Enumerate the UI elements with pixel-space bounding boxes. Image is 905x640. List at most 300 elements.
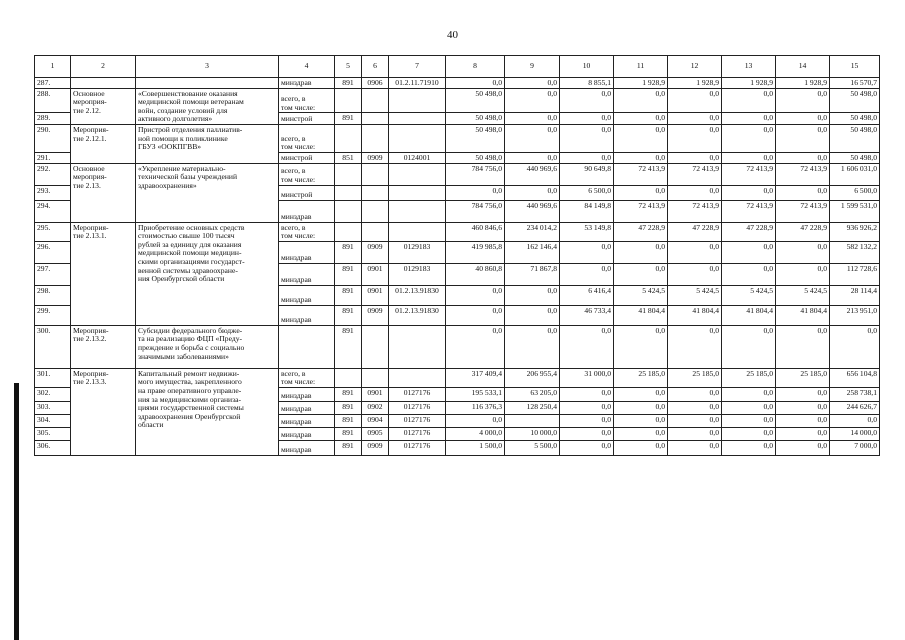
amount-cell: 0,0 <box>560 401 614 414</box>
amount-cell: 1 599 531,0 <box>830 200 880 222</box>
amount-cell: 28 114,4 <box>830 285 880 305</box>
activity-cell: Мероприя- тие 2.13.1. <box>71 222 136 325</box>
amount-cell: 0,0 <box>668 401 722 414</box>
executor-cell: минздрав <box>279 427 335 440</box>
table-row <box>35 222 880 241</box>
amount-cell: 0,0 <box>446 78 505 89</box>
amount-cell: 0,0 <box>722 440 776 455</box>
amount-cell: 784 756,0 <box>446 200 505 222</box>
target-article-code <box>389 325 446 368</box>
row-number: 290. <box>35 124 71 152</box>
amount-cell: 0,0 <box>614 401 668 414</box>
amount-cell: 0,0 <box>446 325 505 368</box>
header-cell: 13 <box>722 56 776 78</box>
executor-cell: минздрав <box>279 305 335 325</box>
executor-cell: всего, в том числе: <box>279 124 335 152</box>
amount-cell: 162 146,4 <box>505 241 560 263</box>
description-cell: Приобретение основных средств стоимостью свыше 100 тысяч рублей за единицу для оказания медицинской помощи медицин- скими организациями государст- венной системы здравоохране- ния Оренбургской области <box>136 222 279 325</box>
amount-cell: 0,0 <box>446 414 505 427</box>
amount-cell <box>505 414 560 427</box>
row-number: 297. <box>35 263 71 285</box>
amount-cell: 0,0 <box>560 325 614 368</box>
amount-cell: 16 570,7 <box>830 78 880 89</box>
amount-cell: 0,0 <box>668 124 722 152</box>
header-cell: 5 <box>335 56 362 78</box>
amount-cell: 0,0 <box>505 88 560 113</box>
amount-cell: 47 228,9 <box>722 222 776 241</box>
amount-cell: 6 500,0 <box>560 185 614 200</box>
amount-cell: 0,0 <box>668 387 722 401</box>
amount-cell: 0,0 <box>505 305 560 325</box>
amount-cell: 116 376,3 <box>446 401 505 414</box>
amount-cell: 0,0 <box>668 152 722 163</box>
amount-cell: 0,0 <box>776 387 830 401</box>
section-code: 0901 <box>362 263 389 285</box>
budget-table <box>34 55 880 456</box>
amount-cell: 1 928,9 <box>776 78 830 89</box>
amount-cell: 25 185,0 <box>722 368 776 387</box>
amount-cell: 72 413,9 <box>668 163 722 185</box>
amount-cell: 234 014,2 <box>505 222 560 241</box>
amount-cell: 50 498,0 <box>830 124 880 152</box>
header-cell: 1 <box>35 56 71 78</box>
amount-cell: 25 185,0 <box>614 368 668 387</box>
table-body <box>35 56 880 456</box>
row-number: 295. <box>35 222 71 241</box>
row-number: 293. <box>35 185 71 200</box>
row-number: 304. <box>35 414 71 427</box>
header-cell: 8 <box>446 56 505 78</box>
executor-cell: минздрав <box>279 440 335 455</box>
amount-cell: 10 000,0 <box>505 427 560 440</box>
row-number: 299. <box>35 305 71 325</box>
section-code <box>362 222 389 241</box>
table-row <box>35 124 880 152</box>
amount-cell: 0,0 <box>505 78 560 89</box>
row-number: 289. <box>35 113 71 125</box>
amount-cell: 47 228,9 <box>668 222 722 241</box>
amount-cell: 0,0 <box>668 414 722 427</box>
amount-cell: 0,0 <box>830 414 880 427</box>
executor-cell: минздрав <box>279 241 335 263</box>
amount-cell: 6 500,0 <box>830 185 880 200</box>
amount-cell: 0,0 <box>722 152 776 163</box>
amount-cell: 53 149,8 <box>560 222 614 241</box>
amount-cell: 41 804,4 <box>614 305 668 325</box>
description-cell <box>136 78 279 89</box>
description-cell: Капитальный ремонт недвижи- мого имущества, закрепленного на праве оперативного управле- ния за медицинскими организа- циями государственной системы здравоохранения Оренбургской области <box>136 368 279 455</box>
amount-cell: 1 606 031,0 <box>830 163 880 185</box>
section-code <box>362 124 389 152</box>
amount-cell: 1 500,0 <box>446 440 505 455</box>
amount-cell: 0,0 <box>614 325 668 368</box>
grbs-code <box>335 185 362 200</box>
amount-cell: 90 649,8 <box>560 163 614 185</box>
target-article-code: 01.2.11.71910 <box>389 78 446 89</box>
amount-cell: 0,0 <box>668 113 722 125</box>
executor-cell <box>279 325 335 368</box>
amount-cell: 71 867,8 <box>505 263 560 285</box>
section-code <box>362 88 389 113</box>
amount-cell: 0,0 <box>560 113 614 125</box>
description-cell: Пристрой отделения паллиатив- ной помощи к поликлинике ГБУЗ «ООКПГВВ» <box>136 124 279 163</box>
amount-cell: 936 926,2 <box>830 222 880 241</box>
amount-cell: 0,0 <box>505 152 560 163</box>
amount-cell: 50 498,0 <box>830 152 880 163</box>
amount-cell: 5 424,5 <box>776 285 830 305</box>
amount-cell: 0,0 <box>614 152 668 163</box>
section-code <box>362 325 389 368</box>
activity-cell: Мероприя- тие 2.12.1. <box>71 124 136 163</box>
amount-cell: 258 738,1 <box>830 387 880 401</box>
grbs-code: 851 <box>335 152 362 163</box>
section-code: 0905 <box>362 427 389 440</box>
grbs-code <box>335 368 362 387</box>
amount-cell: 0,0 <box>722 241 776 263</box>
executor-cell: минздрав <box>279 78 335 89</box>
executor-cell: всего, в том числе: <box>279 88 335 113</box>
activity-cell: Основное мероприя- тие 2.12. <box>71 88 136 124</box>
amount-cell: 25 185,0 <box>776 368 830 387</box>
amount-cell: 50 498,0 <box>830 113 880 125</box>
section-code: 0909 <box>362 241 389 263</box>
amount-cell: 1 928,9 <box>668 78 722 89</box>
amount-cell: 0,0 <box>560 440 614 455</box>
header-cell: 3 <box>136 56 279 78</box>
grbs-code: 891 <box>335 401 362 414</box>
amount-cell: 440 969,6 <box>505 163 560 185</box>
target-article-code: 0127176 <box>389 401 446 414</box>
amount-cell: 72 413,9 <box>722 163 776 185</box>
target-article-code <box>389 200 446 222</box>
amount-cell: 0,0 <box>776 440 830 455</box>
amount-cell: 0,0 <box>614 440 668 455</box>
executor-cell: минстрой <box>279 152 335 163</box>
target-article-code: 0129183 <box>389 241 446 263</box>
amount-cell: 0,0 <box>776 241 830 263</box>
section-code <box>362 200 389 222</box>
amount-cell: 72 413,9 <box>668 200 722 222</box>
target-article-code <box>389 185 446 200</box>
amount-cell: 0,0 <box>446 285 505 305</box>
section-code: 0909 <box>362 152 389 163</box>
activity-cell: Мероприя- тие 2.13.3. <box>71 368 136 455</box>
amount-cell: 0,0 <box>614 263 668 285</box>
amount-cell: 72 413,9 <box>776 163 830 185</box>
amount-cell: 784 756,0 <box>446 163 505 185</box>
row-number: 303. <box>35 401 71 414</box>
header-cell: 12 <box>668 56 722 78</box>
amount-cell: 440 969,6 <box>505 200 560 222</box>
amount-cell: 0,0 <box>560 152 614 163</box>
grbs-code: 891 <box>335 263 362 285</box>
executor-cell: минстрой <box>279 113 335 125</box>
row-number: 296. <box>35 241 71 263</box>
amount-cell: 72 413,9 <box>614 200 668 222</box>
amount-cell: 195 533,1 <box>446 387 505 401</box>
grbs-code <box>335 222 362 241</box>
description-cell: «Укрепление материально- технической базы учреждений здравоохранения» <box>136 163 279 222</box>
target-article-code: 01.2.13.91830 <box>389 285 446 305</box>
amount-cell: 0,0 <box>614 427 668 440</box>
amount-cell: 419 985,8 <box>446 241 505 263</box>
row-number: 294. <box>35 200 71 222</box>
amount-cell: 0,0 <box>722 124 776 152</box>
section-code <box>362 163 389 185</box>
amount-cell: 0,0 <box>560 88 614 113</box>
row-number: 288. <box>35 88 71 113</box>
amount-cell: 0,0 <box>614 387 668 401</box>
amount-cell: 0,0 <box>668 325 722 368</box>
executor-cell: всего, в том числе: <box>279 368 335 387</box>
section-code: 0901 <box>362 387 389 401</box>
amount-cell: 72 413,9 <box>722 200 776 222</box>
header-cell: 2 <box>71 56 136 78</box>
row-number: 291. <box>35 152 71 163</box>
amount-cell: 8 855,1 <box>560 78 614 89</box>
row-number: 306. <box>35 440 71 455</box>
amount-cell: 1 928,9 <box>722 78 776 89</box>
grbs-code: 891 <box>335 78 362 89</box>
amount-cell: 0,0 <box>830 325 880 368</box>
amount-cell: 0,0 <box>614 124 668 152</box>
amount-cell: 0,0 <box>776 427 830 440</box>
row-number: 300. <box>35 325 71 368</box>
executor-cell: минздрав <box>279 387 335 401</box>
amount-cell: 1 928,9 <box>614 78 668 89</box>
grbs-code: 891 <box>335 427 362 440</box>
amount-cell: 0,0 <box>505 325 560 368</box>
grbs-code: 891 <box>335 440 362 455</box>
amount-cell: 112 728,6 <box>830 263 880 285</box>
amount-cell: 0,0 <box>776 124 830 152</box>
amount-cell: 0,0 <box>505 124 560 152</box>
amount-cell: 0,0 <box>505 185 560 200</box>
executor-cell: всего, в том числе: <box>279 163 335 185</box>
amount-cell: 0,0 <box>446 305 505 325</box>
amount-cell: 0,0 <box>560 387 614 401</box>
amount-cell: 0,0 <box>776 113 830 125</box>
amount-cell: 0,0 <box>668 241 722 263</box>
executor-cell: всего, в том числе: <box>279 222 335 241</box>
amount-cell: 0,0 <box>560 241 614 263</box>
amount-cell: 7 000,0 <box>830 440 880 455</box>
target-article-code <box>389 88 446 113</box>
amount-cell: 41 804,4 <box>776 305 830 325</box>
activity-cell: Мероприя- тие 2.13.2. <box>71 325 136 368</box>
amount-cell: 0,0 <box>776 152 830 163</box>
activity-cell: Основное мероприя- тие 2.13. <box>71 163 136 222</box>
amount-cell: 0,0 <box>722 263 776 285</box>
target-article-code <box>389 113 446 125</box>
grbs-code <box>335 88 362 113</box>
amount-cell: 317 409,4 <box>446 368 505 387</box>
amount-cell: 63 205,0 <box>505 387 560 401</box>
amount-cell: 6 416,4 <box>560 285 614 305</box>
amount-cell: 50 498,0 <box>446 88 505 113</box>
amount-cell: 0,0 <box>776 263 830 285</box>
target-article-code <box>389 368 446 387</box>
target-article-code: 0127176 <box>389 427 446 440</box>
amount-cell: 50 498,0 <box>446 124 505 152</box>
amount-cell: 460 846,6 <box>446 222 505 241</box>
header-cell: 7 <box>389 56 446 78</box>
binding-bar <box>14 383 19 640</box>
amount-cell: 0,0 <box>722 113 776 125</box>
amount-cell: 72 413,9 <box>776 200 830 222</box>
grbs-code: 891 <box>335 241 362 263</box>
amount-cell: 0,0 <box>722 427 776 440</box>
grbs-code: 891 <box>335 387 362 401</box>
amount-cell: 41 804,4 <box>668 305 722 325</box>
grbs-code: 891 <box>335 305 362 325</box>
amount-cell: 0,0 <box>722 185 776 200</box>
target-article-code <box>389 124 446 152</box>
target-article-code: 0124001 <box>389 152 446 163</box>
row-number: 292. <box>35 163 71 185</box>
header-cell: 9 <box>505 56 560 78</box>
amount-cell: 0,0 <box>614 185 668 200</box>
amount-cell: 0,0 <box>722 88 776 113</box>
amount-cell: 72 413,9 <box>614 163 668 185</box>
amount-cell: 50 498,0 <box>446 113 505 125</box>
amount-cell: 0,0 <box>668 427 722 440</box>
executor-cell: минздрав <box>279 285 335 305</box>
amount-cell: 50 498,0 <box>830 88 880 113</box>
amount-cell: 0,0 <box>668 88 722 113</box>
grbs-code: 891 <box>335 285 362 305</box>
section-code: 0901 <box>362 285 389 305</box>
grbs-code: 891 <box>335 414 362 427</box>
row-number: 301. <box>35 368 71 387</box>
description-cell: «Совершенствование оказания медицинской помощи ветеранам войн, создание условий для активного долголетия» <box>136 88 279 124</box>
executor-cell: минздрав <box>279 200 335 222</box>
amount-cell: 656 104,8 <box>830 368 880 387</box>
amount-cell: 5 424,5 <box>614 285 668 305</box>
amount-cell: 206 955,4 <box>505 368 560 387</box>
executor-cell: минздрав <box>279 414 335 427</box>
row-number: 305. <box>35 427 71 440</box>
amount-cell: 46 733,4 <box>560 305 614 325</box>
table-row <box>35 88 880 113</box>
section-code <box>362 113 389 125</box>
amount-cell: 0,0 <box>560 414 614 427</box>
amount-cell: 128 250,4 <box>505 401 560 414</box>
amount-cell: 5 500,0 <box>505 440 560 455</box>
section-code: 0906 <box>362 78 389 89</box>
description-cell: Субсидии федерального бюдже- та на реализацию ФЦП «Преду- преждение и борьба с социально значимыми заболеваниями» <box>136 325 279 368</box>
amount-cell: 0,0 <box>722 401 776 414</box>
amount-cell: 25 185,0 <box>668 368 722 387</box>
amount-cell: 0,0 <box>560 427 614 440</box>
amount-cell: 50 498,0 <box>446 152 505 163</box>
amount-cell: 47 228,9 <box>614 222 668 241</box>
amount-cell: 5 424,5 <box>722 285 776 305</box>
grbs-code: 891 <box>335 325 362 368</box>
executor-cell: минздрав <box>279 263 335 285</box>
executor-cell: минздрав <box>279 401 335 414</box>
table-row <box>35 163 880 185</box>
amount-cell: 0,0 <box>505 285 560 305</box>
target-article-code <box>389 222 446 241</box>
amount-cell: 0,0 <box>614 241 668 263</box>
amount-cell: 0,0 <box>722 414 776 427</box>
amount-cell: 4 000,0 <box>446 427 505 440</box>
amount-cell: 40 860,8 <box>446 263 505 285</box>
header-cell: 10 <box>560 56 614 78</box>
executor-cell: минстрой <box>279 185 335 200</box>
amount-cell: 0,0 <box>776 88 830 113</box>
amount-cell: 0,0 <box>560 124 614 152</box>
header-cell: 15 <box>830 56 880 78</box>
grbs-code <box>335 200 362 222</box>
row-number: 298. <box>35 285 71 305</box>
section-code: 0909 <box>362 440 389 455</box>
target-article-code: 01.2.13.91830 <box>389 305 446 325</box>
target-article-code: 0127176 <box>389 440 446 455</box>
target-article-code: 0127176 <box>389 387 446 401</box>
activity-cell <box>71 78 136 89</box>
row-number: 302. <box>35 387 71 401</box>
target-article-code: 0127176 <box>389 414 446 427</box>
header-cell: 14 <box>776 56 830 78</box>
target-article-code <box>389 163 446 185</box>
amount-cell: 0,0 <box>505 113 560 125</box>
header-row <box>35 56 880 78</box>
amount-cell: 0,0 <box>614 88 668 113</box>
amount-cell: 5 424,5 <box>668 285 722 305</box>
amount-cell: 14 000,0 <box>830 427 880 440</box>
amount-cell: 84 149,8 <box>560 200 614 222</box>
section-code: 0902 <box>362 401 389 414</box>
target-article-code: 0129183 <box>389 263 446 285</box>
section-code: 0904 <box>362 414 389 427</box>
amount-cell: 213 951,0 <box>830 305 880 325</box>
header-cell: 11 <box>614 56 668 78</box>
table-row <box>35 368 880 387</box>
amount-cell: 0,0 <box>776 185 830 200</box>
header-cell: 4 <box>279 56 335 78</box>
grbs-code <box>335 163 362 185</box>
amount-cell: 244 626,7 <box>830 401 880 414</box>
amount-cell: 0,0 <box>776 401 830 414</box>
amount-cell: 0,0 <box>722 387 776 401</box>
amount-cell: 0,0 <box>614 414 668 427</box>
section-code <box>362 185 389 200</box>
amount-cell: 0,0 <box>668 185 722 200</box>
amount-cell: 0,0 <box>446 185 505 200</box>
grbs-code: 891 <box>335 113 362 125</box>
amount-cell: 0,0 <box>776 325 830 368</box>
amount-cell: 0,0 <box>668 440 722 455</box>
amount-cell: 0,0 <box>722 325 776 368</box>
amount-cell: 31 000,0 <box>560 368 614 387</box>
amount-cell: 0,0 <box>668 263 722 285</box>
section-code: 0909 <box>362 305 389 325</box>
row-number: 287. <box>35 78 71 89</box>
grbs-code <box>335 124 362 152</box>
amount-cell: 0,0 <box>614 113 668 125</box>
table-row <box>35 78 880 89</box>
amount-cell: 0,0 <box>776 414 830 427</box>
page-number: 40 <box>447 29 458 41</box>
amount-cell: 582 132,2 <box>830 241 880 263</box>
amount-cell: 47 228,9 <box>776 222 830 241</box>
header-cell: 6 <box>362 56 389 78</box>
amount-cell: 0,0 <box>560 263 614 285</box>
table-row <box>35 325 880 368</box>
section-code <box>362 368 389 387</box>
